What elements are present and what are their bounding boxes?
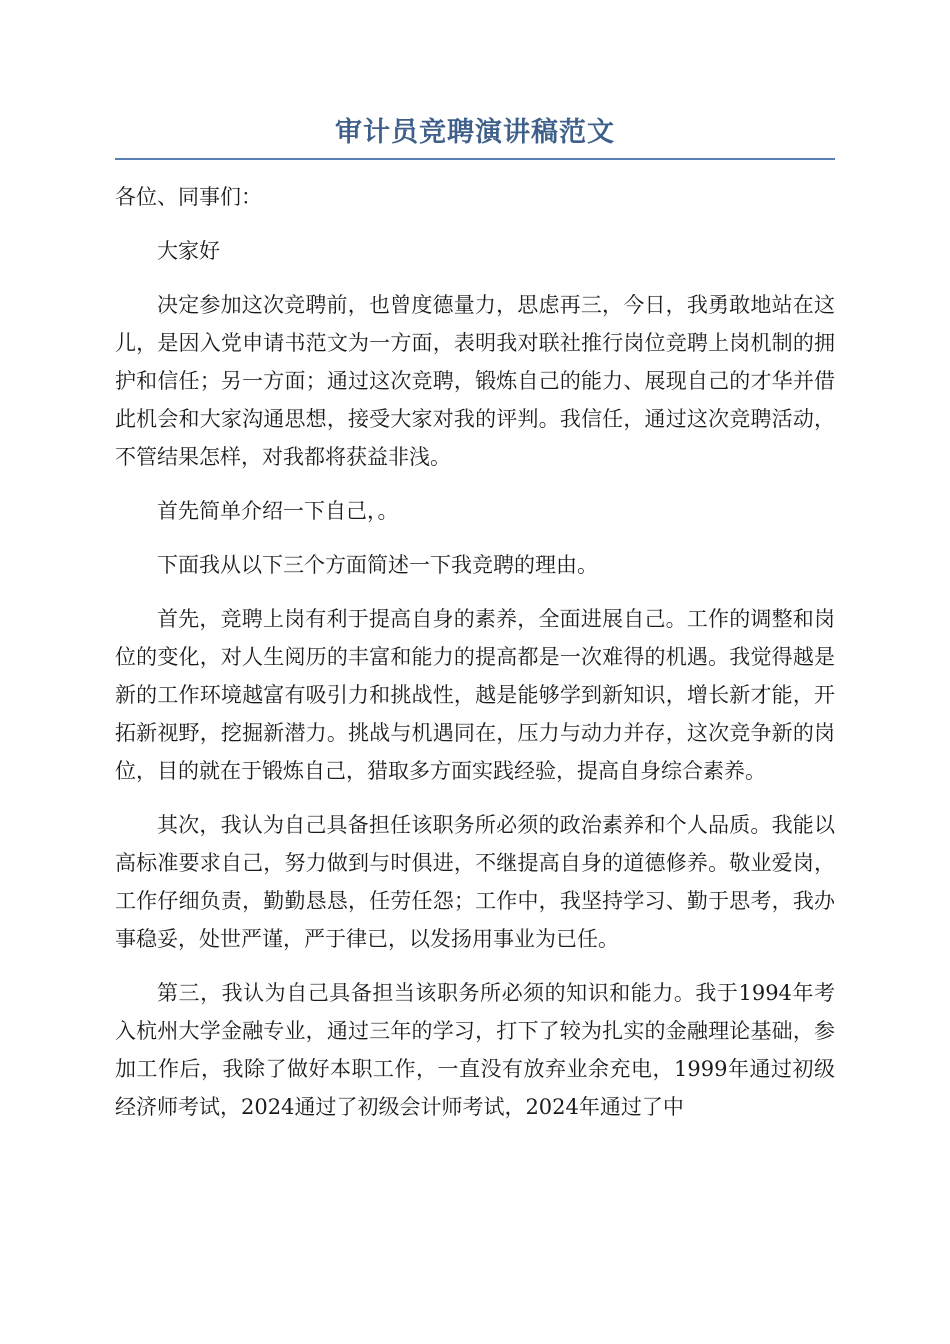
paragraph-reason-1: 首先，竞聘上岗有利于提高自身的素养，全面进展自己。工作的调整和岗位的变化，对人生阅历的丰富和能力的提高都是一次难得的机遇。我觉得越是新的工作环境越富有吸引力和挑战性，越是能够学到新知识，增长新才能，开拓新视野，挖掘新潜力。挑战与机遇同在，压力与动力并存，这次竞争新的岗位，目的就在于锻炼自己，猎取多方面实践经验，提高自身综合素养。 [115, 607, 835, 783]
paragraph-greeting: 大家好 [157, 239, 220, 263]
paragraph-reason-2: 其次，我认为自己具备担任该职务所必须的政治素养和个人品质。我能以高标准要求自己，努力做到与时俱进，不继提高自身的道德修养。敬业爱岗，工作仔细负责，勤勤恳恳，任劳任怨；工作中，我坚持学习、勤于思考，我办事稳妥，处世严谨，严于律已，以发扬用事业为已任。 [115, 813, 835, 951]
paragraph-self-intro: 首先简单介绍一下自己，。 [157, 499, 399, 523]
document-title: 审计员竞聘演讲稿范文 [115, 108, 835, 160]
document-page [115, 108, 835, 1126]
paragraph-reason-3: 第三，我认为自己具备担当该职务所必须的知识和能力。我于1994年考入杭州大学金融专业，通过三年的学习，打下了较为扎实的金融理论基础，参加工作后，我除了做好本职工作，一直没有放弃业余充电，1999年通过初级经济师考试，2024通过了初级会计师考试，2024年通过了中 [115, 981, 835, 1119]
paragraph-reasons-lead: 下面我从以下三个方面简述一下我竞聘的理由。 [157, 553, 598, 577]
paragraph-intro: 决定参加这次竞聘前，也曾度德量力，思虑再三，今日，我勇敢地站在这儿，是因入党申请书范文为一方面，表明我对联社推行岗位竞聘上岗机制的拥护和信任；另一方面；通过这次竞聘，锻炼自己的能力、展现自己的才华并借此机会和大家沟通思想，接受大家对我的评判。我信任，通过这次竞聘活动，不管结果怎样，对我都将获益非浅。 [115, 293, 835, 469]
salutation: 各位、同事们： [115, 185, 262, 209]
